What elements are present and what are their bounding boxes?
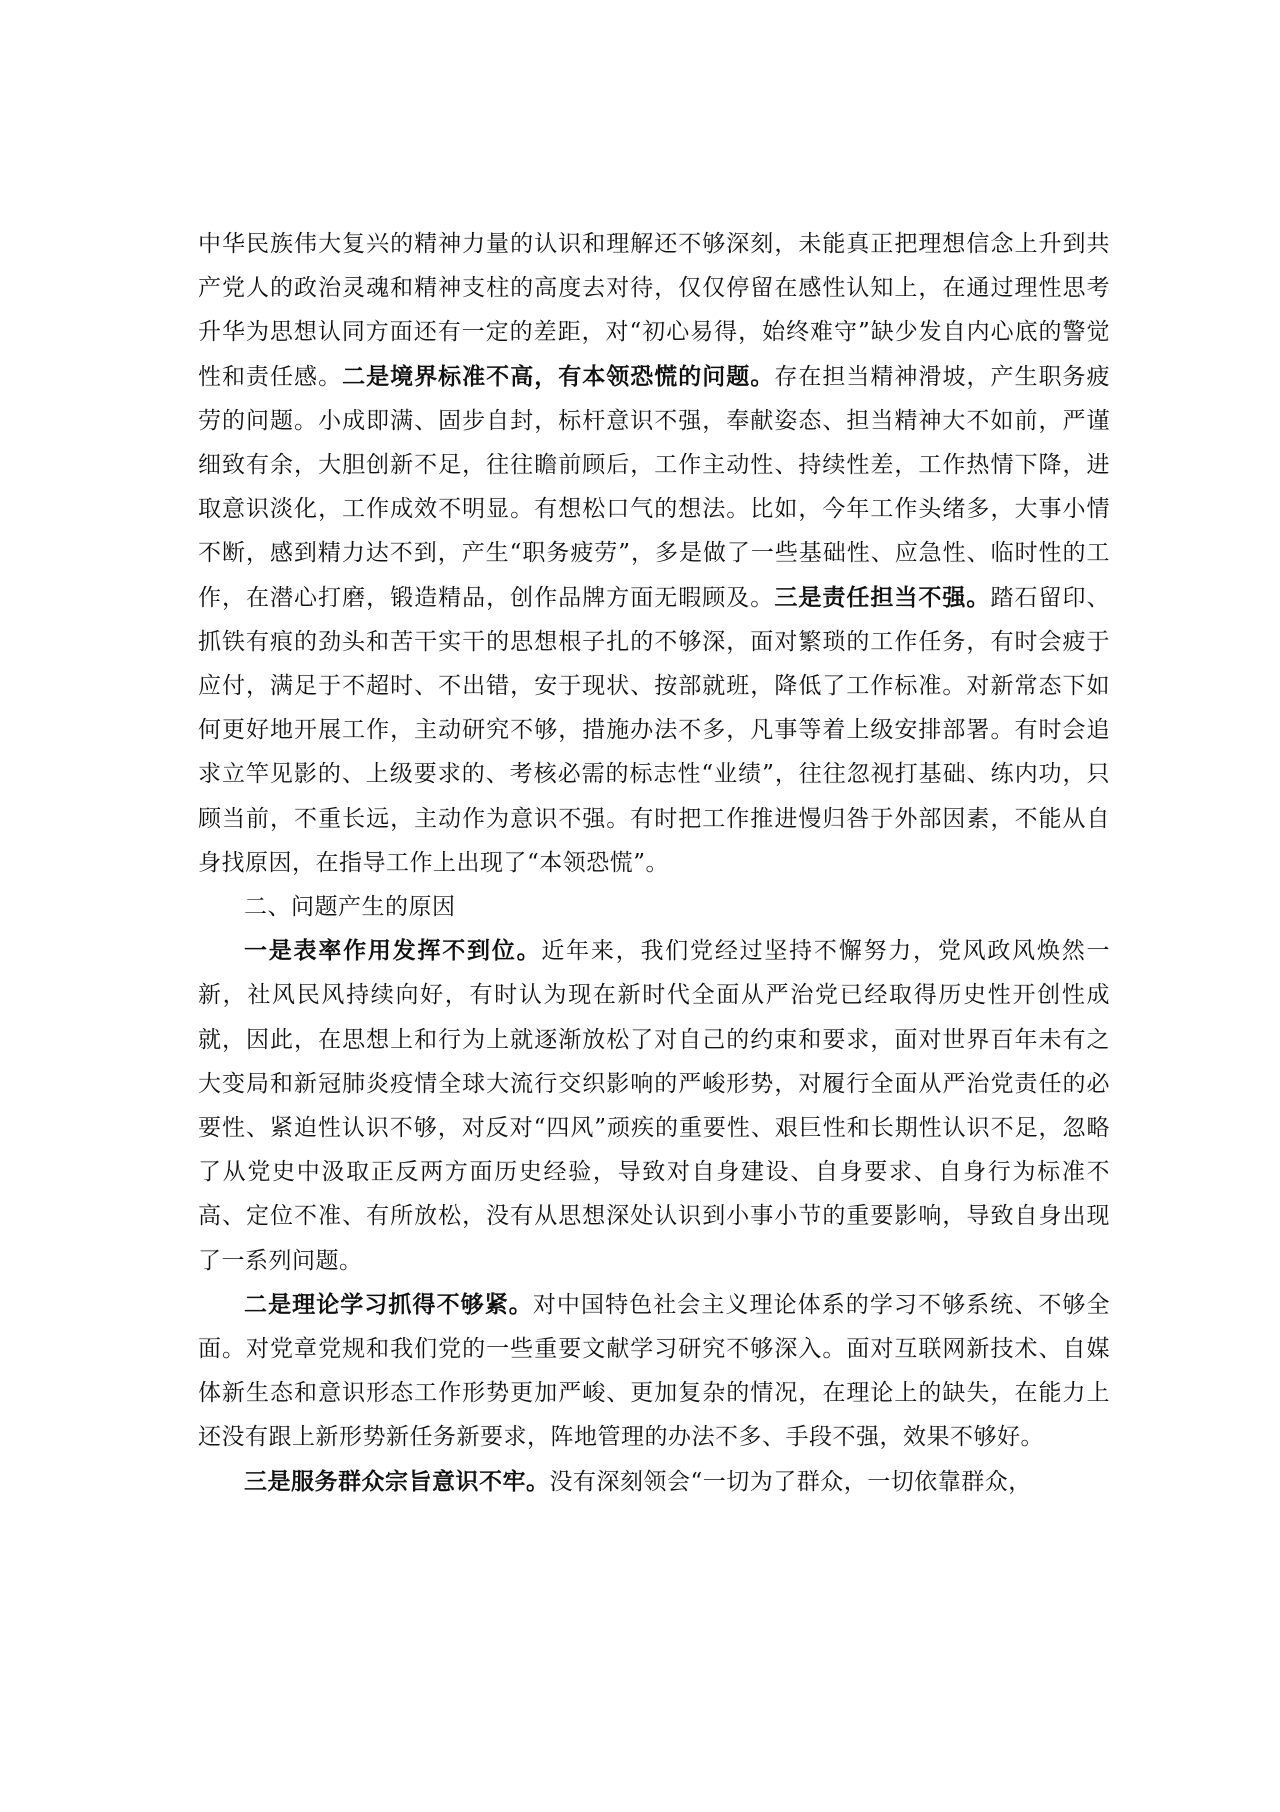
bold-heading-run: 三是责任担当不强。	[774, 583, 991, 611]
paragraph-cause-two	[198, 1283, 1110, 1460]
bold-heading-run: 一是表率作用发挥不到位。	[244, 937, 542, 965]
text-run: 对中国特色社会主义理论体系的学习不够系统、不够全面。对党章党规和我们党的一些重要文献学习研究不够深入。面对互联网新技术、自媒体新生态和意识形态工作形势更加严峻、更加复杂的情况，在理论上的缺失，在能力上还没有跟上新形势新任务新要求，阵地管理的办法不多、手段不强，效果不够好。	[198, 1291, 1111, 1451]
text-run: 没有深刻领会“一切为了群众，一切依靠群众，	[549, 1468, 1032, 1495]
text-run: 存在担当精神滑坡，产生职务疲劳的问题。小成即满、固步自封，标杆意识不强，奉献姿态、担当精神大不如前，严谨细致有余，大胆创新不足，往往瞻前顾后，工作主动性、持续性差，工作热情下降，进取意识淡化，工作成效不明显。有想松口气的想法。比如，今年工作头绪多，大事小情不断，感到精力达不到，产生“职务疲劳”，多是做了一些基础性、应急性、临时性的工作，在潜心打磨，锻造精品，创作品牌方面无暇顾及。	[198, 363, 1111, 611]
bold-heading-run: 二是境界标准不高，有本领恐慌的问题。	[342, 362, 775, 390]
text-run: 中华民族伟大复兴的精神力量的认识和理解还不够深刻，未能真正把理想信念上升到共产党人的政治灵魂和精神支柱的高度去对待，仅仅停留在感性认知上，在通过理性思考升华为思想认同方面还有一定的差距，对“初心易得，始终难守”缺少发自内心底的警觉性和责任感。	[198, 231, 1110, 390]
text-run: 近年来，我们党经过坚持不懈努力，党风政风焕然一新，社风民风持续向好，有时认为现在新时代全面从严治党已经取得历史性开创性成就，因此，在思想上和行为上就逐渐放松了对自己的约束和要求，面对世界百年未有之大变局和新冠肺炎疫情全球大流行交织影响的严峻形势，对履行全面从严治党责任的必要性、紧迫性认识不够，对反对“四风”顽疾的重要性、艰巨性和长期性认识不足，忽略了从党史中汲取正反两方面历史经验，导致对自身建设、自身要求、自身行为标准不高、定位不准、有所放松，没有从思想深处认识到小事小节的重要影响，导致自身出现了一系列问题。	[198, 938, 1111, 1274]
document-body	[198, 222, 1110, 1504]
text-run: 踏石留印、抓铁有痕的劲头和苦干实干的思想根子扎的不够深，面对繁琐的工作任务，有时会疲于应付，满足于不超时、不出错，安于现状、按部就班，降低了工作标准。对新常态下如何更好地开展工作，主动研究不够，措施办法不多，凡事等着上级安排部署。有时会追求立竿见影的、上级要求的、考核必需的标志性“业绩”，往往忽视打基础、练内功，只顾当前，不重长远，主动作为意识不强。有时把工作推进慢归咎于外部因素，不能从自身找原因，在指导工作上出现了“本领恐慌”。	[198, 584, 1111, 876]
paragraph-cause-three	[198, 1460, 1110, 1504]
section-heading-text: 二、问题产生的原因	[244, 894, 456, 921]
bold-heading-run: 二是理论学习抓得不够紧。	[244, 1290, 533, 1318]
paragraph-cause-one	[198, 929, 1110, 1283]
paragraph-problems-continued	[198, 222, 1110, 885]
section-heading-causes	[198, 885, 1110, 929]
bold-heading-run: 三是服务群众宗旨意识不牢。	[244, 1467, 550, 1495]
